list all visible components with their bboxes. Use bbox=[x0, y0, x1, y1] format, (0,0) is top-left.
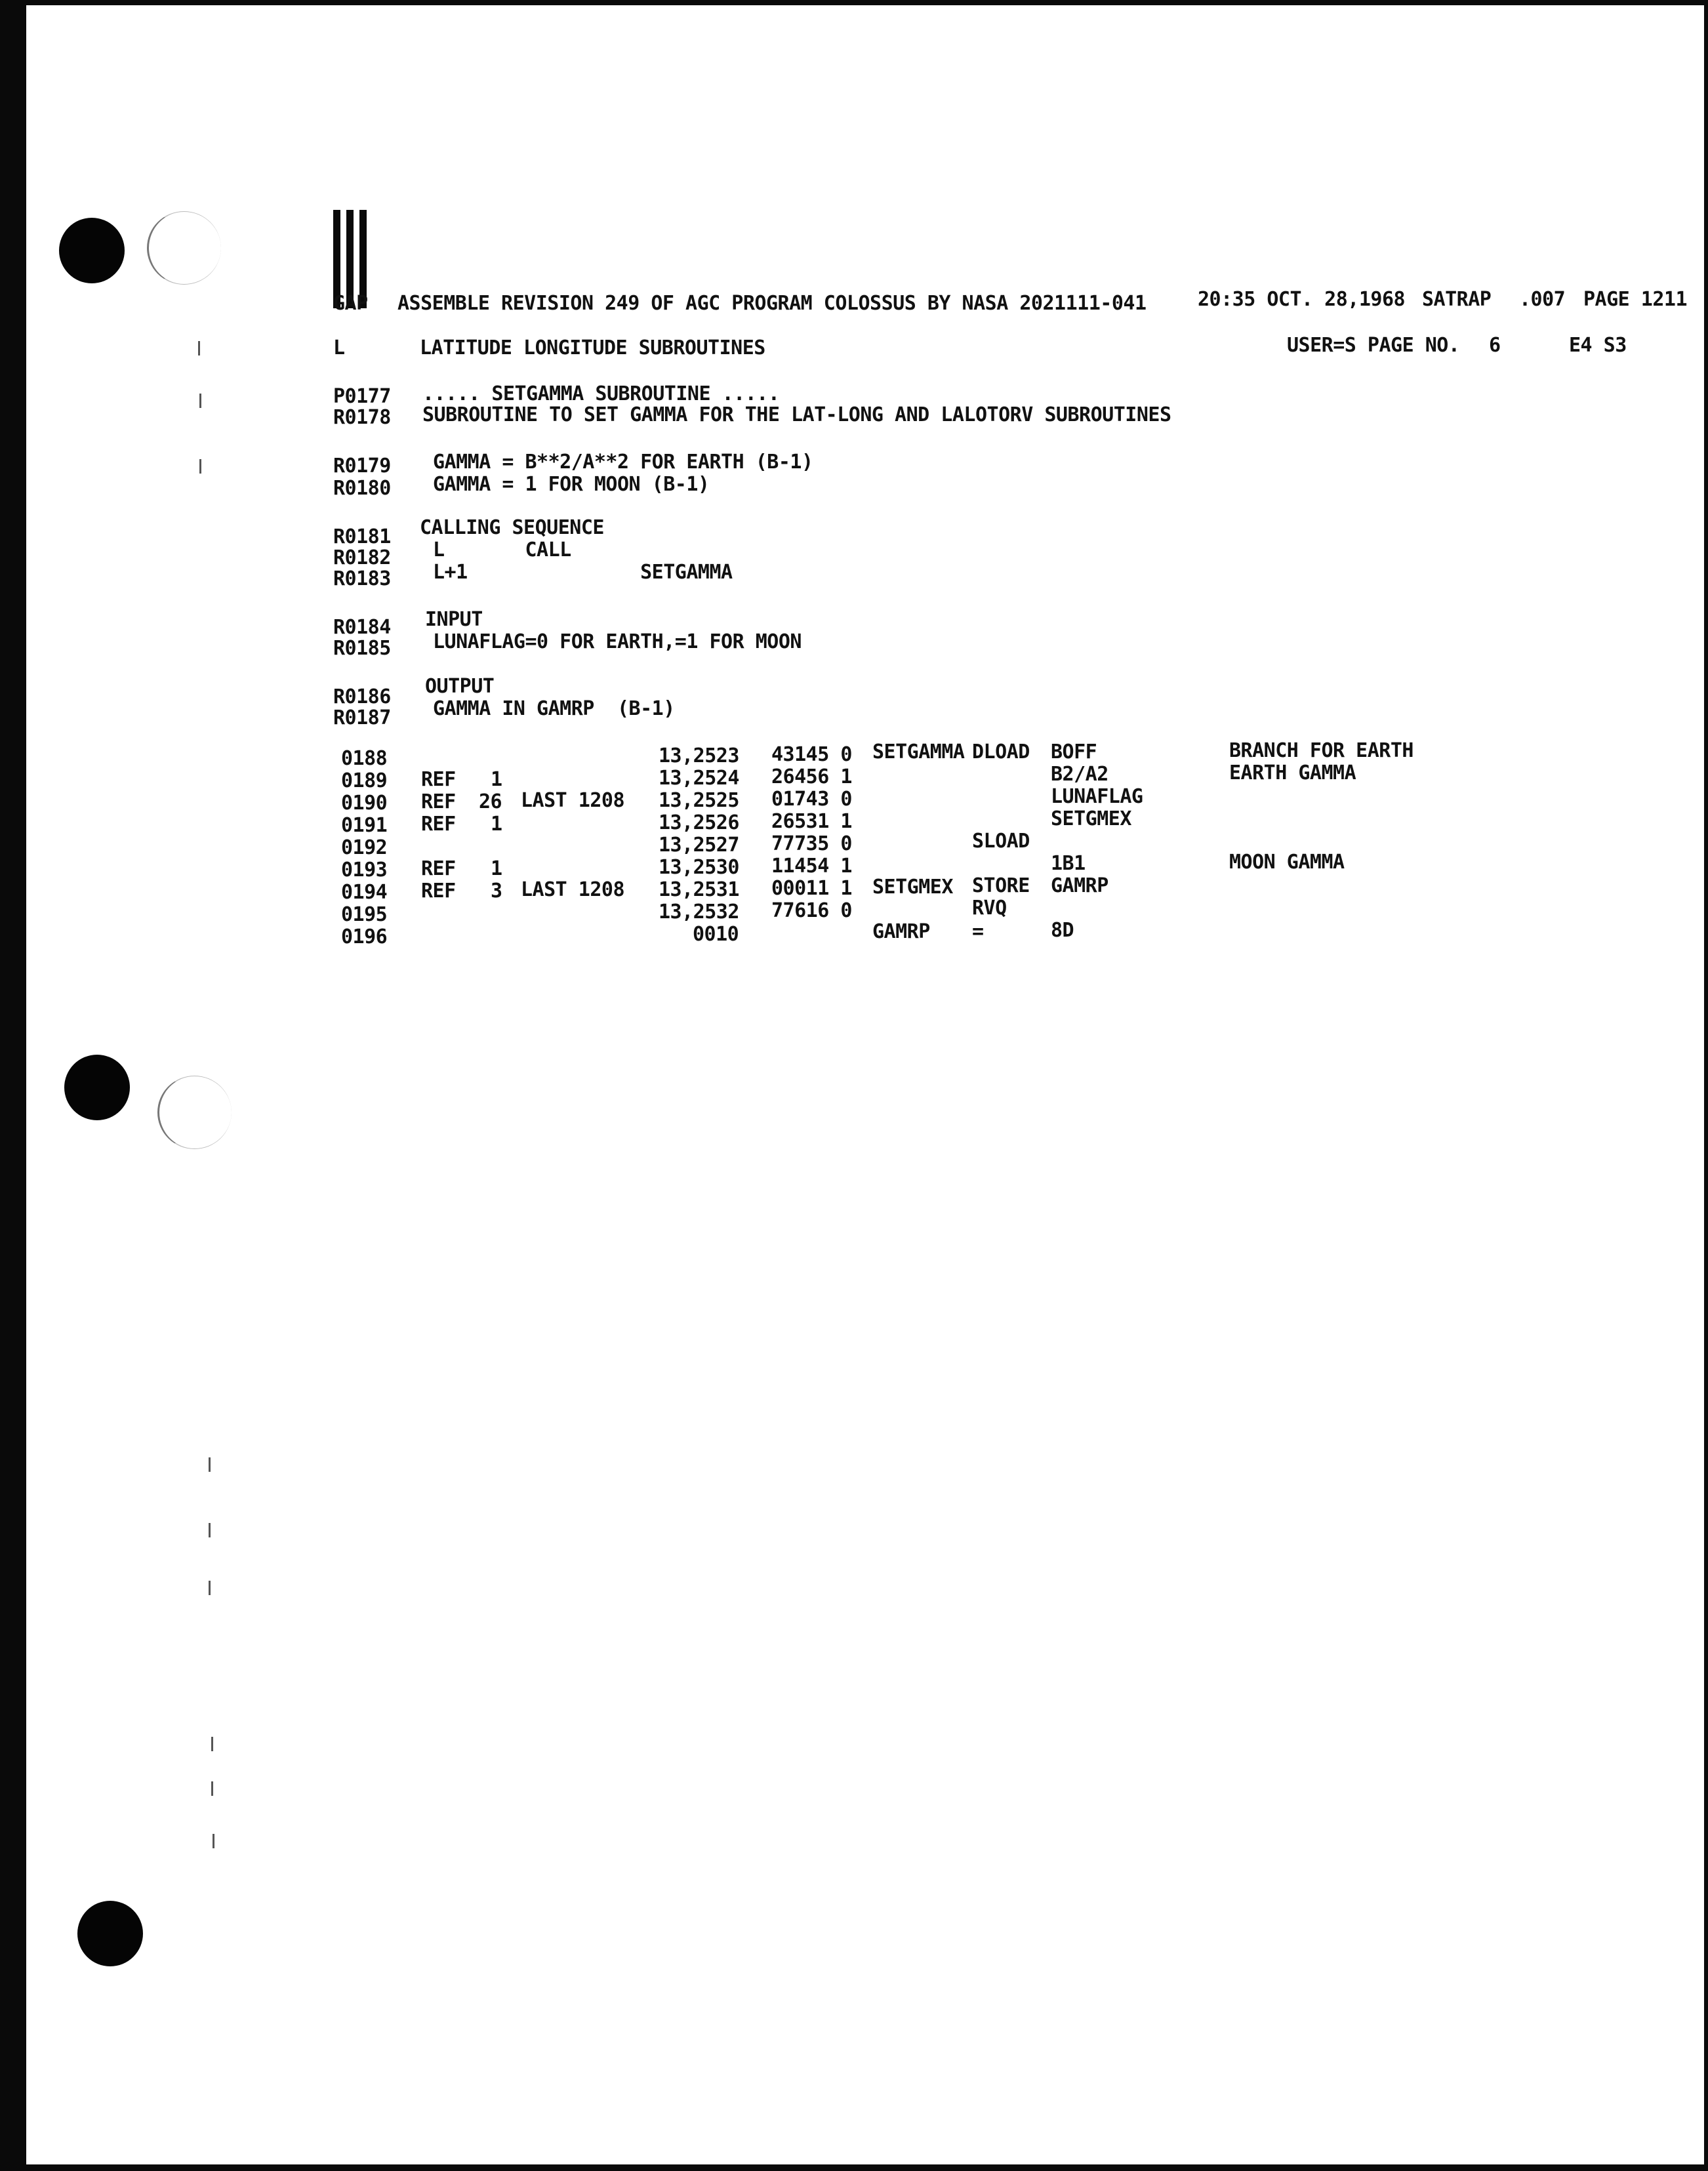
operand: BOFF bbox=[1051, 741, 1097, 763]
comment-ref: R0186 bbox=[333, 685, 391, 708]
word: 01743 0 bbox=[771, 788, 852, 811]
address: 13,2523 bbox=[659, 744, 739, 767]
comment-ref: R0181 bbox=[333, 525, 391, 548]
ref-count: 1 bbox=[491, 857, 502, 880]
line-number: 0190 bbox=[341, 792, 388, 815]
opcode: STORE bbox=[972, 874, 1030, 897]
comment-ref: R0185 bbox=[333, 637, 391, 660]
operand: GAMRP bbox=[1051, 874, 1108, 897]
ref-count: 3 bbox=[491, 880, 502, 903]
header-assemble-line: ASSEMBLE REVISION 249 OF AGC PROGRAM COLOSSUS BY NASA 2021111-041 bbox=[397, 292, 1147, 315]
margin-tick bbox=[211, 1781, 213, 1796]
header-prefix: GAP bbox=[333, 292, 368, 315]
word: 43145 0 bbox=[771, 743, 852, 766]
address: 13,2530 bbox=[659, 856, 739, 879]
opcode: RVQ bbox=[972, 897, 1007, 920]
header-timestamp: 20:35 OCT. 28,1968 bbox=[1198, 288, 1406, 311]
margin-tick bbox=[209, 1523, 211, 1537]
operand: SETGMEX bbox=[1051, 807, 1131, 830]
opcode: SLOAD bbox=[972, 830, 1030, 853]
comment-text: L+1 SETGAMMA bbox=[433, 561, 733, 584]
comment-text: INPUT bbox=[425, 608, 483, 631]
margin-tick bbox=[209, 1581, 211, 1595]
address: 13,2532 bbox=[659, 901, 739, 923]
comment-ref: R0187 bbox=[333, 706, 391, 729]
comment-text: ..... SETGAMMA SUBROUTINE ..... bbox=[422, 382, 780, 405]
address: 0010 bbox=[693, 923, 739, 946]
margin-tick bbox=[199, 394, 201, 408]
opcode: = bbox=[972, 920, 984, 943]
last-ref: LAST 1208 bbox=[521, 878, 625, 901]
address: 13,2527 bbox=[659, 834, 739, 857]
comment: EARTH GAMMA bbox=[1229, 761, 1356, 784]
comment-ref: P0177 bbox=[333, 385, 391, 408]
ref-count: 26 bbox=[479, 790, 502, 813]
operand: 8D bbox=[1051, 919, 1074, 942]
comment-text: LUNAFLAG=0 FOR EARTH,=1 FOR MOON bbox=[433, 630, 802, 653]
comment-ref: R0179 bbox=[333, 455, 391, 477]
line-number: 0194 bbox=[341, 881, 388, 904]
label: SETGAMMA bbox=[872, 741, 965, 763]
ref-tag: REF bbox=[421, 880, 456, 903]
comment-text: CALLING SEQUENCE bbox=[420, 516, 604, 539]
operand: LUNAFLAG bbox=[1051, 785, 1143, 808]
comment: MOON GAMMA bbox=[1229, 851, 1345, 874]
line-number: 0195 bbox=[341, 903, 388, 926]
user-page-number: 6 bbox=[1489, 334, 1501, 357]
margin-tick bbox=[209, 1457, 211, 1472]
line-number: 0189 bbox=[341, 769, 388, 792]
word: 26531 1 bbox=[771, 810, 852, 833]
address: 13,2526 bbox=[659, 811, 739, 834]
margin-tick bbox=[211, 1737, 213, 1751]
operand: B2/A2 bbox=[1051, 763, 1108, 786]
last-ref: LAST 1208 bbox=[521, 789, 625, 812]
opcode: DLOAD bbox=[972, 741, 1030, 763]
comment-ref: R0183 bbox=[333, 567, 391, 590]
address: 13,2524 bbox=[659, 767, 739, 790]
punch-hole-ghost-middle bbox=[157, 1076, 232, 1149]
word: 00011 1 bbox=[771, 877, 852, 900]
line-number: 0192 bbox=[341, 836, 388, 859]
line-number: 0188 bbox=[341, 747, 388, 770]
header-code: .007 bbox=[1519, 288, 1566, 311]
comment-text: OUTPUT bbox=[425, 675, 495, 698]
punch-hole-ghost-top bbox=[147, 211, 221, 285]
comment-text: GAMMA = B**2/A**2 FOR EARTH (B-1) bbox=[433, 451, 813, 474]
comment-text: GAMMA IN GAMRP (B-1) bbox=[433, 697, 675, 720]
comment-ref: R0182 bbox=[333, 546, 391, 569]
line-number: 0191 bbox=[341, 814, 388, 837]
word: 11454 1 bbox=[771, 855, 852, 878]
page-edge-right bbox=[1704, 0, 1708, 2171]
line-number: 0196 bbox=[341, 925, 388, 948]
comment-ref: R0180 bbox=[333, 477, 391, 500]
section-marker: L bbox=[333, 336, 345, 359]
comment-text: L CALL bbox=[433, 538, 571, 561]
margin-tick bbox=[213, 1834, 214, 1848]
label: SETGMEX bbox=[872, 876, 953, 899]
ref-tag: REF bbox=[421, 768, 456, 791]
section-title: LATITUDE LONGITUDE SUBROUTINES bbox=[420, 336, 765, 359]
comment-text: SUBROUTINE TO SET GAMMA FOR THE LAT-LONG AND LALOTORV SUBROUTINES bbox=[422, 403, 1171, 426]
ref-tag: REF bbox=[421, 857, 456, 880]
page-edge-top bbox=[0, 0, 1708, 5]
ref-tag: REF bbox=[421, 790, 456, 813]
comment: BRANCH FOR EARTH bbox=[1229, 739, 1413, 762]
margin-tick bbox=[198, 341, 200, 355]
comment-text: GAMMA = 1 FOR MOON (B-1) bbox=[433, 473, 710, 496]
page-edge-bottom bbox=[0, 2164, 1708, 2171]
ref-tag: REF bbox=[421, 813, 456, 836]
word: 77616 0 bbox=[771, 899, 852, 922]
comment-ref: R0184 bbox=[333, 616, 391, 639]
e4-s3-label: E4 S3 bbox=[1569, 334, 1627, 357]
line-number: 0193 bbox=[341, 859, 388, 882]
comment-ref: R0178 bbox=[333, 406, 391, 429]
header-page: PAGE 1211 bbox=[1583, 288, 1688, 311]
header-satrap: SATRAP bbox=[1422, 288, 1492, 311]
punch-hole-top bbox=[59, 218, 125, 283]
page-edge-left bbox=[0, 0, 26, 2171]
operand: 1B1 bbox=[1051, 852, 1086, 875]
margin-tick bbox=[199, 459, 201, 474]
ref-count: 1 bbox=[491, 813, 502, 836]
user-page-label: USER=S PAGE NO. bbox=[1287, 334, 1460, 357]
label: GAMRP bbox=[872, 920, 930, 943]
address: 13,2525 bbox=[659, 789, 739, 812]
word: 26456 1 bbox=[771, 765, 852, 788]
punch-hole-middle bbox=[64, 1055, 130, 1120]
word: 77735 0 bbox=[771, 832, 852, 855]
punch-hole-bottom bbox=[77, 1901, 143, 1966]
address: 13,2531 bbox=[659, 878, 739, 901]
ref-count: 1 bbox=[491, 768, 502, 791]
